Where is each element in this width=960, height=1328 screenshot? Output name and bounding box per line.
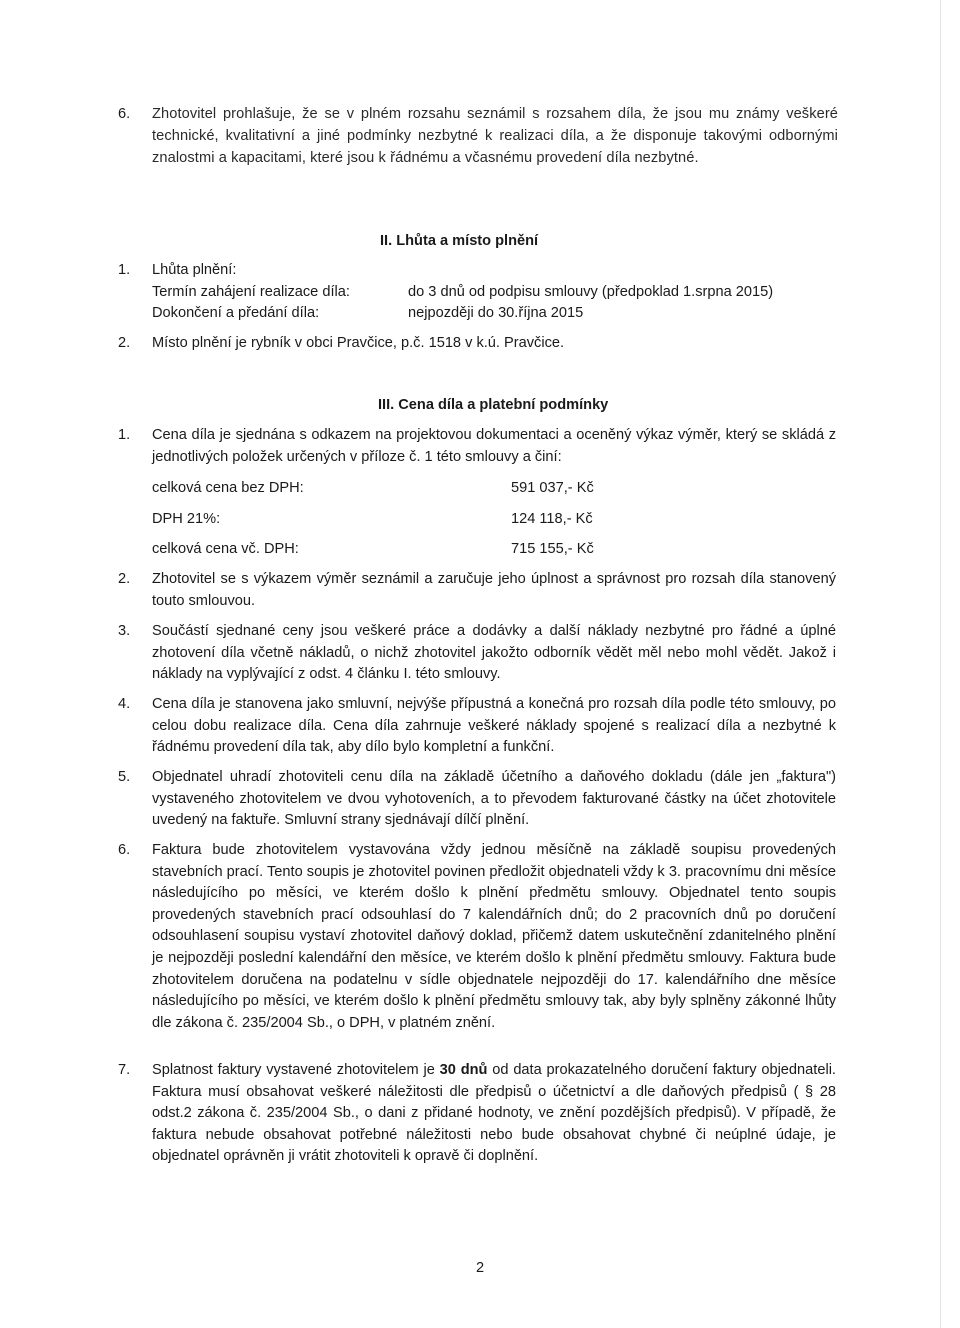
- completion-date-label: Dokončení a předání díla:: [152, 305, 320, 321]
- section-3-item-5-text: Objednatel uhradí zhotoviteli cenu díla na základě účetního a daňového dokladu (dále jen „faktura") vystaveného zhotovitelem ve dvou vyhotoveních, a to převodem fakturované částky na účet zhotovitele uvedený na faktuře. Smluvní strany sjednávají dílčí plnění.: [152, 769, 836, 829]
- section-3-item-4-number: 4.: [118, 696, 131, 712]
- section-3-item-1-text: Cena díla je sjednána s odkazem na projektovou dokumentaci a oceněný výkaz výměr, který se skládá z jednotlivých položek určených v příloze č. 1 této smlouvy a činí:: [152, 427, 836, 465]
- payment-term-text-start: Splatnost faktury vystavené zhotovitelem je: [152, 1062, 440, 1078]
- place-of-performance: Místo plnění je rybník v obci Pravčice, p.č. 1518 v k.ú. Pravčice.: [152, 335, 565, 351]
- section-3-item-6-number: 6.: [118, 842, 131, 858]
- section-3-item-2-number: 2.: [118, 571, 131, 587]
- section-3-item-1-number: 1.: [118, 427, 131, 443]
- start-date-label: Termín zahájení realizace díla:: [152, 284, 350, 300]
- section-2-item-1-number: 1.: [118, 262, 131, 278]
- total-row-value: 715 155,- Kč: [511, 541, 594, 557]
- section-3-item-7-text: [152, 1060, 836, 1168]
- payment-term-days: 30 dnů: [439, 1062, 488, 1078]
- section-3-item-3-number: 3.: [118, 623, 131, 639]
- start-date-value: do 3 dnů od podpisu smlouvy (předpoklad 1.srpna 2015): [408, 284, 774, 300]
- section-2-item-2-number: 2.: [118, 335, 131, 351]
- price-row-label: celková cena bez DPH:: [152, 480, 304, 496]
- section-3-item-2-text: Zhotovitel se s výkazem výměr seznámil a zaručuje jeho úplnost a správnost pro rozsah díla stanovený touto smlouvou.: [152, 571, 836, 609]
- scan-edge-divider: [940, 0, 941, 1328]
- page-number: 2: [475, 1260, 485, 1276]
- section-3-item-4-text: Cena díla je stanovena jako smluvní, nejvýše přípustná a konečná pro rozsah díla podle této smlouvy, po celou dobu realizace díla. Cena díla zahrnuje veškeré náklady spojené s realizací díla a nezbytné k řádnému provedení díla tak, aby dílo bylo kompletní a funkční.: [152, 696, 836, 756]
- section-3-item-3-text: Součástí sjednané ceny jsou veškeré práce a dodávky a další náklady nezbytné pro řádné a úplné zhotovení díla včetně nákladů, o nichž zhotovitel jakožto odborník vědět měl nebo mohl vědět. Jakož i náklady na vyplývající z odst. 4 článku I. této smlouvy.: [152, 623, 836, 683]
- deadline-title: Lhůta plnění:: [152, 262, 237, 278]
- section-3-item-7-number: 7.: [118, 1062, 131, 1078]
- price-row-value: 591 037,- Kč: [511, 480, 594, 496]
- completion-date-value: nejpozději do 30.října 2015: [408, 305, 584, 321]
- payment-term-text-end: od data prokazatelného doručení faktury objednateli. Faktura musí obsahovat veškeré náležitosti dle předpisů o účetnictví a dle daňových předpisů ( § 28 odst.2 zákona č. 235/2004 Sb., o dani z přidané hodnoty, ve znění pozdějších předpisů). V případě, že faktura nebude obsahovat potřebné náležitosti nebo bude obsahovat chybné či neúplné údaje, je objednatel oprávněn ji vrátit zhotoviteli k opravě či doplnění.: [152, 1062, 836, 1165]
- section-3-item-6-text: Faktura bude zhotovitelem vystavována vždy jednou měsíčně na základě soupisu provedených stavebních prací. Tento soupis je zhotovitel povinen předložit objednateli vždy k 3. pracovnímu dni měsíce následujícího po měsíci, ve kterém došlo k plnění předmětu smlouvy. Objednatel tento soupis provedených stavebních prací odsouhlasí do 7 kalendářních dnů; do 2 pracovních dnů po doručení odsouhlasení soupisu vystaví zhotovitel daňový doklad, přičemž datem uskutečnění zdanitelného plnění je nejpozději poslední kalendářní den měsíce, ve kterém došlo k plnění předmětu smlouvy. Faktura bude zhotovitelem doručena na podatelnu v sídle objednatele nejpozději do 17. kalendářního dne měsíce následujícího po měsíci, ve kterém došlo k plnění předmětu smlouvy tak, aby byly splněny zákonné lhůty dle zákona č. 235/2004 Sb., o DPH, v platném znění.: [152, 842, 836, 1031]
- section-3-item-5-number: 5.: [118, 769, 131, 785]
- intro-paragraph: Zhotovitel prohlašuje, že se v plném rozsahu seznámil s rozsahem díla, že jsou mu známy veškeré technické, kvalitativní a jiné podmínky nezbytné k realizaci díla, a že disponuje takovými odbornými znalostmi a kapacitami, které jsou k řádnému a včasnému provedení díla nezbytné.: [152, 106, 838, 166]
- intro-number: 6.: [118, 106, 131, 122]
- section-2-heading: II. Lhůta a místo plnění: [380, 233, 539, 249]
- vat-row-label: DPH 21%:: [152, 511, 221, 527]
- total-row-label: celková cena vč. DPH:: [152, 541, 299, 557]
- section-3-heading: III. Cena díla a platební podmínky: [378, 397, 609, 413]
- vat-row-value: 124 118,- Kč: [511, 511, 593, 527]
